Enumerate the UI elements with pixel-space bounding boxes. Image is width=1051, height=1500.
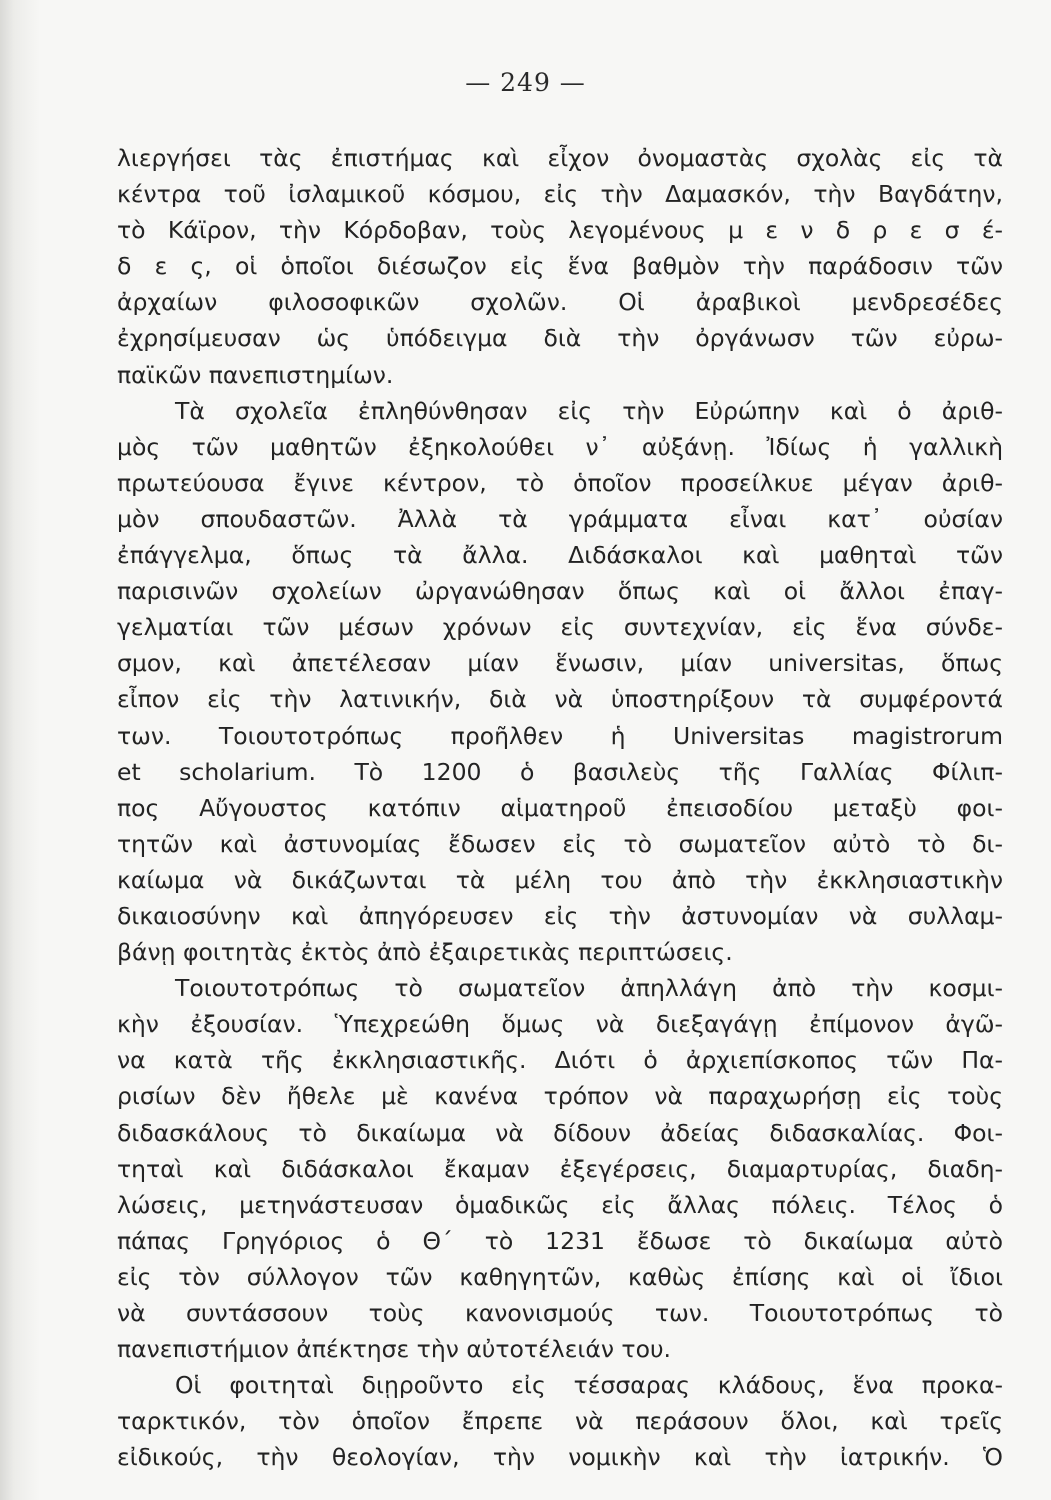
text-line: διδασκάλους τὸ δικαίωμα νὰ δίδουν ἀδείας διδασκαλίας. Φοι- (117, 1118, 1003, 1147)
text-line: πανεπιστήμιον ἀπέκτησε τὴν αὐτοτέλειάν του. (117, 1335, 672, 1364)
paragraph (117, 140, 1003, 393)
text-line: κέντρα τοῦ ἰσλαμικοῦ κόσμου, εἰς τὴν Δαμασκόν, τὴν Βαγδάτην, (117, 180, 1003, 209)
text-line: δικαιοσύνην καὶ ἀπηγόρευσεν εἰς τὴν ἀστυνομίαν νὰ συλλαμ- (117, 901, 1003, 930)
text-line: λώσεις, μετηνάστευσαν ὁμαδικῶς εἰς ἄλλας πόλεις. Τέλος ὁ (117, 1190, 1003, 1219)
paragraph (117, 970, 1003, 1367)
text-line: τητῶν καὶ ἀστυνομίας ἔδωσεν εἰς τὸ σωματεῖον αὐτὸ τὸ δι- (117, 829, 1003, 858)
page-number: — 249 — (465, 68, 586, 97)
text-line: ἐχρησίμευσαν ὡς ὑπόδειγμα διὰ τὴν ὀργάνωσν τῶν εὐρω- (117, 324, 1003, 353)
text-line: ἐπάγγελμα, ὅπως τὰ ἄλλα. Διδάσκαλοι καὶ μαθηταὶ τῶν (117, 541, 1003, 570)
text-line: πάπας Γρηγόριος ὁ Θ´ τὸ 1231 ἔδωσε τὸ δικαίωμα αὐτὸ (117, 1226, 1003, 1255)
text-line: λιεργήσει τὰς ἐπιστήμας καὶ εἶχον ὀνομαστὰς σχολὰς εἰς τὰ (117, 144, 1003, 172)
text-line: κὴν ἐξουσίαν. Ὑπεχρεώθη ὅμως νὰ διεξαγάγῃ ἐπίμονον ἀγῶ- (117, 1010, 1003, 1039)
text-line: τηταὶ καὶ διδάσκαλοι ἔκαμαν ἐξεγέρσεις, διαμαρτυρίας, διαδη- (117, 1154, 1003, 1183)
text-line: καίωμα νὰ δικάζωνται τὰ μέλη του ἀπὸ τὴν ἐκκλησιαστικὴν (117, 865, 1003, 894)
text-line: των. Τοιουτοτρόπως προῆλθεν ἡ Universitas magistrorum (117, 721, 1003, 750)
body-text (117, 140, 1003, 1475)
text-line: πρωτεύουσα ἔγινε κέντρον, τὸ ὁποῖον προσείλκυε μέγαν ἀριθ- (117, 468, 1003, 497)
text-line: εἶπον εἰς τὴν λατινικήν, διὰ νὰ ὑποστηρίξουν τὰ συμφέροντά (117, 685, 1003, 714)
text-line: πος Αὔγουστος κατόπιν αἱματηροῦ ἐπεισοδίου μεταξὺ φοι- (117, 793, 1003, 822)
text-line: μὸν σπουδαστῶν. Ἀλλὰ τὰ γράμματα εἶναι κατ᾽ οὐσίαν (117, 504, 1003, 533)
text-line: βάνῃ φοιτητὰς ἐκτὸς ἀπὸ ἐξαιρετικὰς περιπτώσεις. (117, 938, 733, 967)
paragraph (117, 1367, 1003, 1475)
text-line: τὸ Κάϊρον, τὴν Κόρδοβαν, τοὺς λεγομένους μ ε ν δ ρ ε σ έ- (117, 216, 1003, 245)
text-line: Οἱ φοιτηταὶ διῃροῦντο εἰς τέσσαρας κλάδους, ἕνα προκα- (175, 1371, 1003, 1400)
text-line: ἀρχαίων φιλοσοφικῶν σχολῶν. Οἱ ἀραβικοὶ μενδρεσέδες (117, 288, 1003, 317)
text-line: ταρκτικόν, τὸν ὁποῖον ἔπρεπε νὰ περάσουν ὅλοι, καὶ τρεῖς (117, 1407, 1003, 1436)
paragraph (117, 393, 1003, 971)
text-line: Τοιουτοτρόπως τὸ σωματεῖον ἀπηλλάγη ἀπὸ τὴν κοσμι- (175, 974, 1003, 1003)
text-line: εἰδικούς, τὴν θεολογίαν, τὴν νομικὴν καὶ τὴν ἰατρικήν. Ὁ (117, 1443, 1003, 1472)
text-line: εἰς τὸν σύλλογον τῶν καθηγητῶν, καθὼς ἐπίσης καὶ οἱ ἴδιοι (117, 1262, 1003, 1291)
text-line: γελματίαι τῶν μέσων χρόνων εἰς συντεχνίαν, εἰς ἕνα σύνδε- (117, 613, 1003, 642)
text-line: νὰ συντάσσουν τοὺς κανονισμούς των. Τοιουτοτρόπως τὸ (117, 1299, 1003, 1327)
text-line: παρισινῶν σχολείων ὠργανώθησαν ὅπως καὶ οἱ ἄλλοι ἐπαγ- (117, 577, 1003, 606)
text-line: σμον, καὶ ἀπετέλεσαν μίαν ἕνωσιν, μίαν universitas, ὅπως (117, 649, 1003, 678)
text-line: παϊκῶν πανεπιστημίων. (117, 360, 394, 389)
text-line: μὸς τῶν μαθητῶν ἐξηκολούθει ν᾽ αὐξάνῃ. Ἰδίως ἡ γαλλικὴ (117, 432, 1003, 461)
text-line: et scholarium. Τὸ 1200 ὁ βασιλεὺς τῆς Γαλλίας Φίλιπ- (117, 757, 1003, 786)
text-line: ρισίων δὲν ἤθελε μὲ κανένα τρόπον νὰ παραχωρήσῃ εἰς τοὺς (117, 1082, 1003, 1111)
text-line: δ ε ς, οἱ ὁποῖοι διέσωζον εἰς ἕνα βαθμὸν τὴν παράδοσιν τῶν (117, 252, 1003, 281)
text-line: να κατὰ τῆς ἐκκλησιαστικῆς. Διότι ὁ ἀρχιεπίσκοπος τῶν Πα- (117, 1046, 1003, 1075)
text-line: Τὰ σχολεῖα ἐπληθύνθησαν εἰς τὴν Εὐρώπην καὶ ὁ ἀριθ- (175, 396, 1003, 425)
